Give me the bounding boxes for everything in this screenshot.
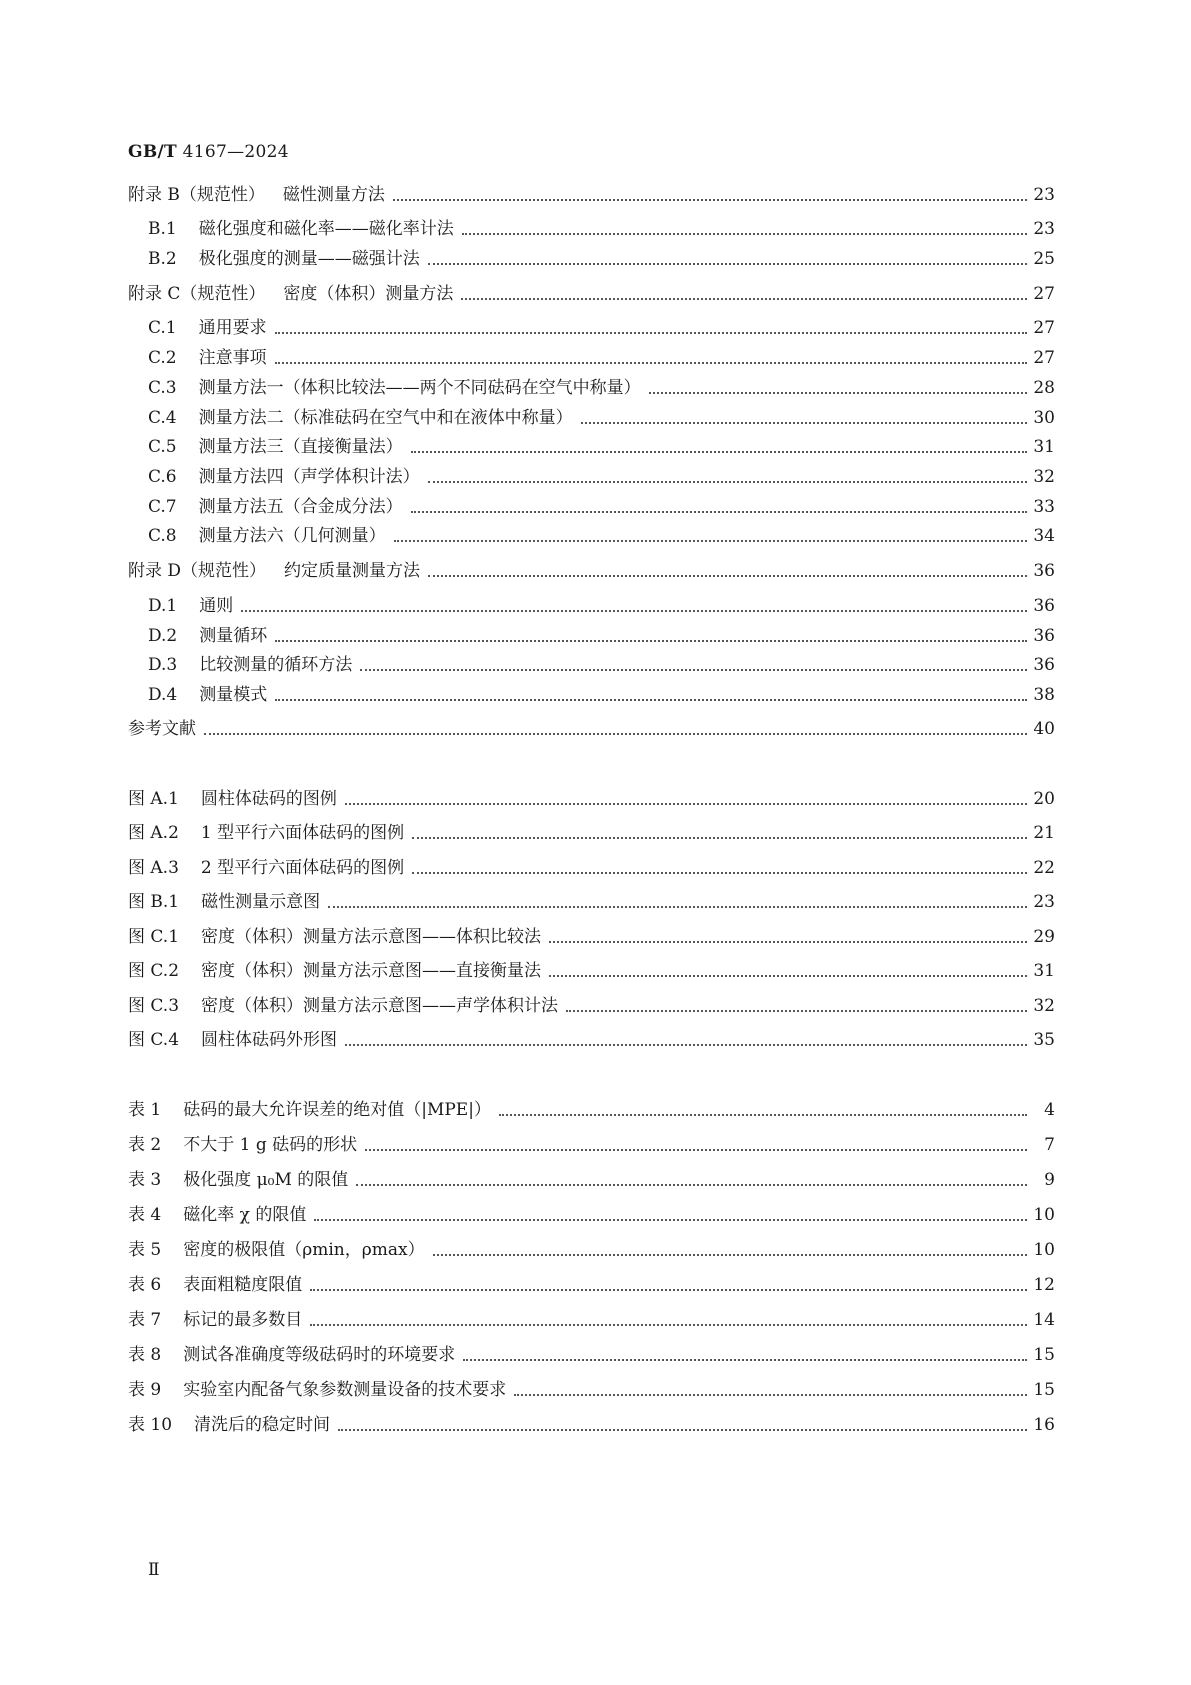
leader-dots (433, 1254, 1027, 1256)
toc-page-number: 36 (1033, 655, 1055, 675)
toc-page-number: 30 (1033, 408, 1055, 428)
leader-dots (310, 1324, 1027, 1326)
toc-page-number: 23 (1033, 219, 1055, 239)
toc-page-number: 14 (1033, 1310, 1055, 1330)
leader-dots (310, 1289, 1027, 1291)
toc-item-c4[interactable] (148, 404, 1055, 430)
leader-dots (428, 263, 1027, 265)
toc-figure-number: 图 A.1 (128, 789, 179, 809)
toc-table-number: 表 9 (128, 1380, 162, 1400)
toc-page-number: 32 (1033, 467, 1055, 487)
leader-dots (356, 1184, 1027, 1186)
toc-page-number: 10 (1033, 1240, 1055, 1260)
toc-references[interactable] (128, 715, 1055, 741)
standard-number: 4167—2024 (182, 142, 289, 162)
toc-table-3[interactable] (128, 1166, 1055, 1192)
toc-table-number: 表 2 (128, 1135, 162, 1155)
toc-table-title: 不大于 1 g 砝码的形状 (183, 1135, 358, 1155)
toc-item-title: 通则 (199, 596, 234, 616)
toc-item-number: D.2 (148, 626, 178, 646)
toc-item-c5[interactable] (148, 433, 1055, 459)
toc-item-title: 磁化强度和磁化率——磁化率计法 (198, 219, 454, 239)
toc-figure-number: 图 A.2 (128, 823, 179, 843)
toc-page-number: 32 (1033, 996, 1055, 1016)
toc-figure-number: 图 B.1 (128, 892, 180, 912)
toc-page-number: 36 (1033, 596, 1055, 616)
toc-item-title: 测量循环 (199, 626, 268, 646)
toc-page-number: 16 (1033, 1415, 1055, 1435)
toc-table-number: 表 10 (128, 1415, 173, 1435)
toc-page-number: 31 (1033, 437, 1055, 457)
toc-item-number: C.4 (148, 408, 177, 428)
toc-annex-d[interactable] (128, 557, 1055, 583)
toc-page-number: 34 (1033, 526, 1055, 546)
toc-table-title: 表面粗糙度限值 (183, 1275, 303, 1295)
toc-page-number: 28 (1033, 378, 1055, 398)
toc-table-title: 极化强度 μ₀M 的限值 (183, 1170, 349, 1190)
toc-item-c6[interactable] (148, 463, 1055, 489)
toc-annex-c[interactable] (128, 280, 1055, 306)
toc-item-number: C.5 (148, 437, 177, 457)
toc-table-title: 清洗后的稳定时间 (194, 1415, 331, 1435)
toc-item-number: D.1 (148, 596, 178, 616)
toc-page-number: 36 (1033, 561, 1055, 581)
toc-item-title: 测量方法一（体积比较法——两个不同砝码在空气中称量） (198, 378, 641, 398)
toc-page-number: 36 (1033, 626, 1055, 646)
toc-figure-number: 图 A.3 (128, 858, 179, 878)
leader-dots (462, 233, 1027, 235)
toc-item-number: D.3 (148, 655, 178, 675)
leader-dots (649, 392, 1027, 394)
toc-figure-a2[interactable] (128, 819, 1055, 845)
toc-page-number: 29 (1033, 927, 1055, 947)
toc-table-2[interactable] (128, 1131, 1055, 1157)
page-number-footer: Ⅱ (148, 1560, 160, 1580)
toc-page-number: 25 (1033, 249, 1055, 269)
leader-dots (241, 610, 1027, 612)
toc-table-number: 表 4 (128, 1205, 162, 1225)
toc-item-title: 注意事项 (198, 348, 267, 368)
toc-item-number: C.1 (148, 318, 177, 338)
toc-page-number: 31 (1033, 961, 1055, 981)
leader-dots (275, 332, 1027, 334)
toc-figure-a1[interactable] (128, 785, 1055, 811)
toc-annex-number: 附录 C（规范性） (128, 284, 266, 304)
toc-table-title: 实验室内配备气象参数测量设备的技术要求 (183, 1380, 507, 1400)
leader-dots (275, 362, 1027, 364)
leader-dots (338, 1429, 1027, 1431)
leader-dots (514, 1394, 1027, 1396)
leader-dots (328, 906, 1027, 908)
leader-dots (394, 540, 1027, 542)
toc-item-title: 通用要求 (198, 318, 267, 338)
toc-item-c1[interactable] (148, 314, 1055, 340)
leader-dots (314, 1219, 1027, 1221)
toc-page-number: 15 (1033, 1380, 1055, 1400)
toc-annex-title: 约定质量测量方法 (284, 561, 421, 581)
leader-dots (461, 298, 1027, 300)
leader-dots (463, 1359, 1027, 1361)
toc-figure-c4[interactable] (128, 1026, 1055, 1052)
toc-page-number: 12 (1033, 1275, 1055, 1295)
toc-page-number: 35 (1033, 1030, 1055, 1050)
toc-page-number: 22 (1033, 858, 1055, 878)
toc-item-c3[interactable] (148, 374, 1055, 400)
toc-item-number: C.3 (148, 378, 177, 398)
toc-item-d3[interactable] (148, 651, 1055, 677)
toc-table-number: 表 5 (128, 1240, 162, 1260)
toc-figure-number: 图 C.3 (128, 996, 180, 1016)
toc-annex-number: 附录 B（规范性） (128, 185, 265, 205)
toc-page-number: 15 (1033, 1345, 1055, 1365)
toc-item-title: 测量方法四（声学体积计法） (198, 467, 420, 487)
leader-dots (549, 941, 1027, 943)
toc-page-number: 21 (1033, 823, 1055, 843)
toc-figure-title: 2 型平行六面体砝码的图例 (200, 858, 405, 878)
toc-item-number: C.2 (148, 348, 177, 368)
toc-page-number: 23 (1033, 185, 1055, 205)
toc-page-number: 10 (1033, 1205, 1055, 1225)
toc-figure-title: 圆柱体砝码的图例 (200, 789, 337, 809)
toc-item-b1[interactable] (148, 215, 1055, 241)
toc-annex-number: 附录 D（规范性） (128, 561, 267, 581)
toc-item-d4[interactable] (148, 681, 1055, 707)
toc-annex-title: 密度（体积）测量方法 (283, 284, 454, 304)
toc-table-number: 表 3 (128, 1170, 162, 1190)
toc-figure-title: 密度（体积）测量方法示意图——直接衡量法 (201, 961, 542, 981)
toc-annex-title: 磁性测量方法 (282, 185, 385, 205)
toc-item-d1[interactable] (148, 592, 1055, 618)
toc-references-title: 参考文献 (128, 719, 196, 739)
toc-table-number: 表 6 (128, 1275, 162, 1295)
leader-dots (581, 422, 1027, 424)
leader-dots (393, 199, 1027, 201)
leader-dots (411, 451, 1027, 453)
leader-dots (566, 1010, 1027, 1012)
toc-page-number: 7 (1044, 1135, 1055, 1155)
toc-figure-title: 密度（体积）测量方法示意图——声学体积计法 (201, 996, 559, 1016)
toc-figure-title: 密度（体积）测量方法示意图——体积比较法 (201, 927, 542, 947)
leader-dots (360, 669, 1027, 671)
toc-item-title: 测量方法三（直接衡量法） (198, 437, 403, 457)
toc-item-title: 极化强度的测量——磁强计法 (198, 249, 420, 269)
toc-item-number: D.4 (148, 685, 178, 705)
toc-page-number: 40 (1033, 719, 1055, 739)
toc-table-1[interactable] (128, 1096, 1055, 1122)
toc-item-title: 测量方法六（几何测量） (198, 526, 386, 546)
toc-table-7[interactable] (128, 1306, 1055, 1332)
toc-item-d2[interactable] (148, 622, 1055, 648)
toc-table-10[interactable] (128, 1411, 1055, 1437)
toc-table-9[interactable] (128, 1376, 1055, 1402)
toc-figure-a3[interactable] (128, 854, 1055, 880)
toc-figure-c2[interactable] (128, 957, 1055, 983)
toc-table-number: 表 7 (128, 1310, 162, 1330)
toc-figure-title: 磁性测量示意图 (201, 892, 321, 912)
toc-page-number: 27 (1033, 318, 1055, 338)
toc-item-c7[interactable] (148, 493, 1055, 519)
toc-page-number: 4 (1044, 1100, 1055, 1120)
toc-item-title: 比较测量的循环方法 (199, 655, 353, 675)
toc-page-number: 27 (1033, 284, 1055, 304)
toc-figure-c3[interactable] (128, 992, 1055, 1018)
toc-table-5[interactable] (128, 1236, 1055, 1262)
toc-table-title: 磁化率 χ 的限值 (183, 1205, 307, 1225)
toc-annex-b[interactable] (128, 181, 1055, 207)
toc-table-6[interactable] (128, 1271, 1055, 1297)
leader-dots (412, 837, 1027, 839)
toc-table-8[interactable] (128, 1341, 1055, 1367)
toc-item-number: C.8 (148, 526, 177, 546)
toc-table-number: 表 8 (128, 1345, 162, 1365)
leader-dots (275, 699, 1027, 701)
toc-page-number: 23 (1033, 892, 1055, 912)
toc-page-number: 20 (1033, 789, 1055, 809)
toc-figure-c1[interactable] (128, 923, 1055, 949)
leader-dots (549, 975, 1027, 977)
toc-table-title: 密度的极限值（ρmin，ρmax） (183, 1240, 425, 1260)
toc-page-number: 33 (1033, 497, 1055, 517)
toc-table-title: 砝码的最大允许误差的绝对值（|MPE|） (183, 1100, 491, 1120)
toc-item-c2[interactable] (148, 344, 1055, 370)
leader-dots (204, 733, 1027, 735)
leader-dots (345, 803, 1027, 805)
toc-item-number: B.2 (148, 249, 177, 269)
toc-item-number: C.6 (148, 467, 177, 487)
leader-dots (365, 1149, 1027, 1151)
toc-table-title: 测试各准确度等级砝码时的环境要求 (183, 1345, 456, 1365)
leader-dots (275, 640, 1027, 642)
toc-figure-number: 图 C.2 (128, 961, 180, 981)
toc-item-title: 测量方法五（合金成分法） (198, 497, 403, 517)
toc-page-number: 9 (1044, 1170, 1055, 1190)
toc-table-number: 表 1 (128, 1100, 162, 1120)
toc-item-number: B.1 (148, 219, 177, 239)
toc-item-c8[interactable] (148, 522, 1055, 548)
toc-page-number: 27 (1033, 348, 1055, 368)
leader-dots (411, 511, 1027, 513)
leader-dots (499, 1114, 1027, 1116)
toc-item-title: 测量方法二（标准砝码在空气中和在液体中称量） (198, 408, 573, 428)
document-header (128, 142, 289, 162)
toc-table-4[interactable] (128, 1201, 1055, 1227)
toc-item-title: 测量模式 (199, 685, 268, 705)
toc-figure-number: 图 C.1 (128, 927, 180, 947)
leader-dots (428, 481, 1027, 483)
standard-prefix: GB/T (128, 142, 177, 162)
leader-dots (428, 575, 1027, 577)
toc-figure-number: 图 C.4 (128, 1030, 180, 1050)
toc-item-number: C.7 (148, 497, 177, 517)
toc-figure-b1[interactable] (128, 888, 1055, 914)
toc-table-title: 标记的最多数目 (183, 1310, 303, 1330)
leader-dots (345, 1044, 1027, 1046)
leader-dots (412, 872, 1027, 874)
toc-item-b2[interactable] (148, 245, 1055, 271)
toc-figure-title: 圆柱体砝码外形图 (201, 1030, 338, 1050)
toc-page-number: 38 (1033, 685, 1055, 705)
toc-figure-title: 1 型平行六面体砝码的图例 (200, 823, 405, 843)
